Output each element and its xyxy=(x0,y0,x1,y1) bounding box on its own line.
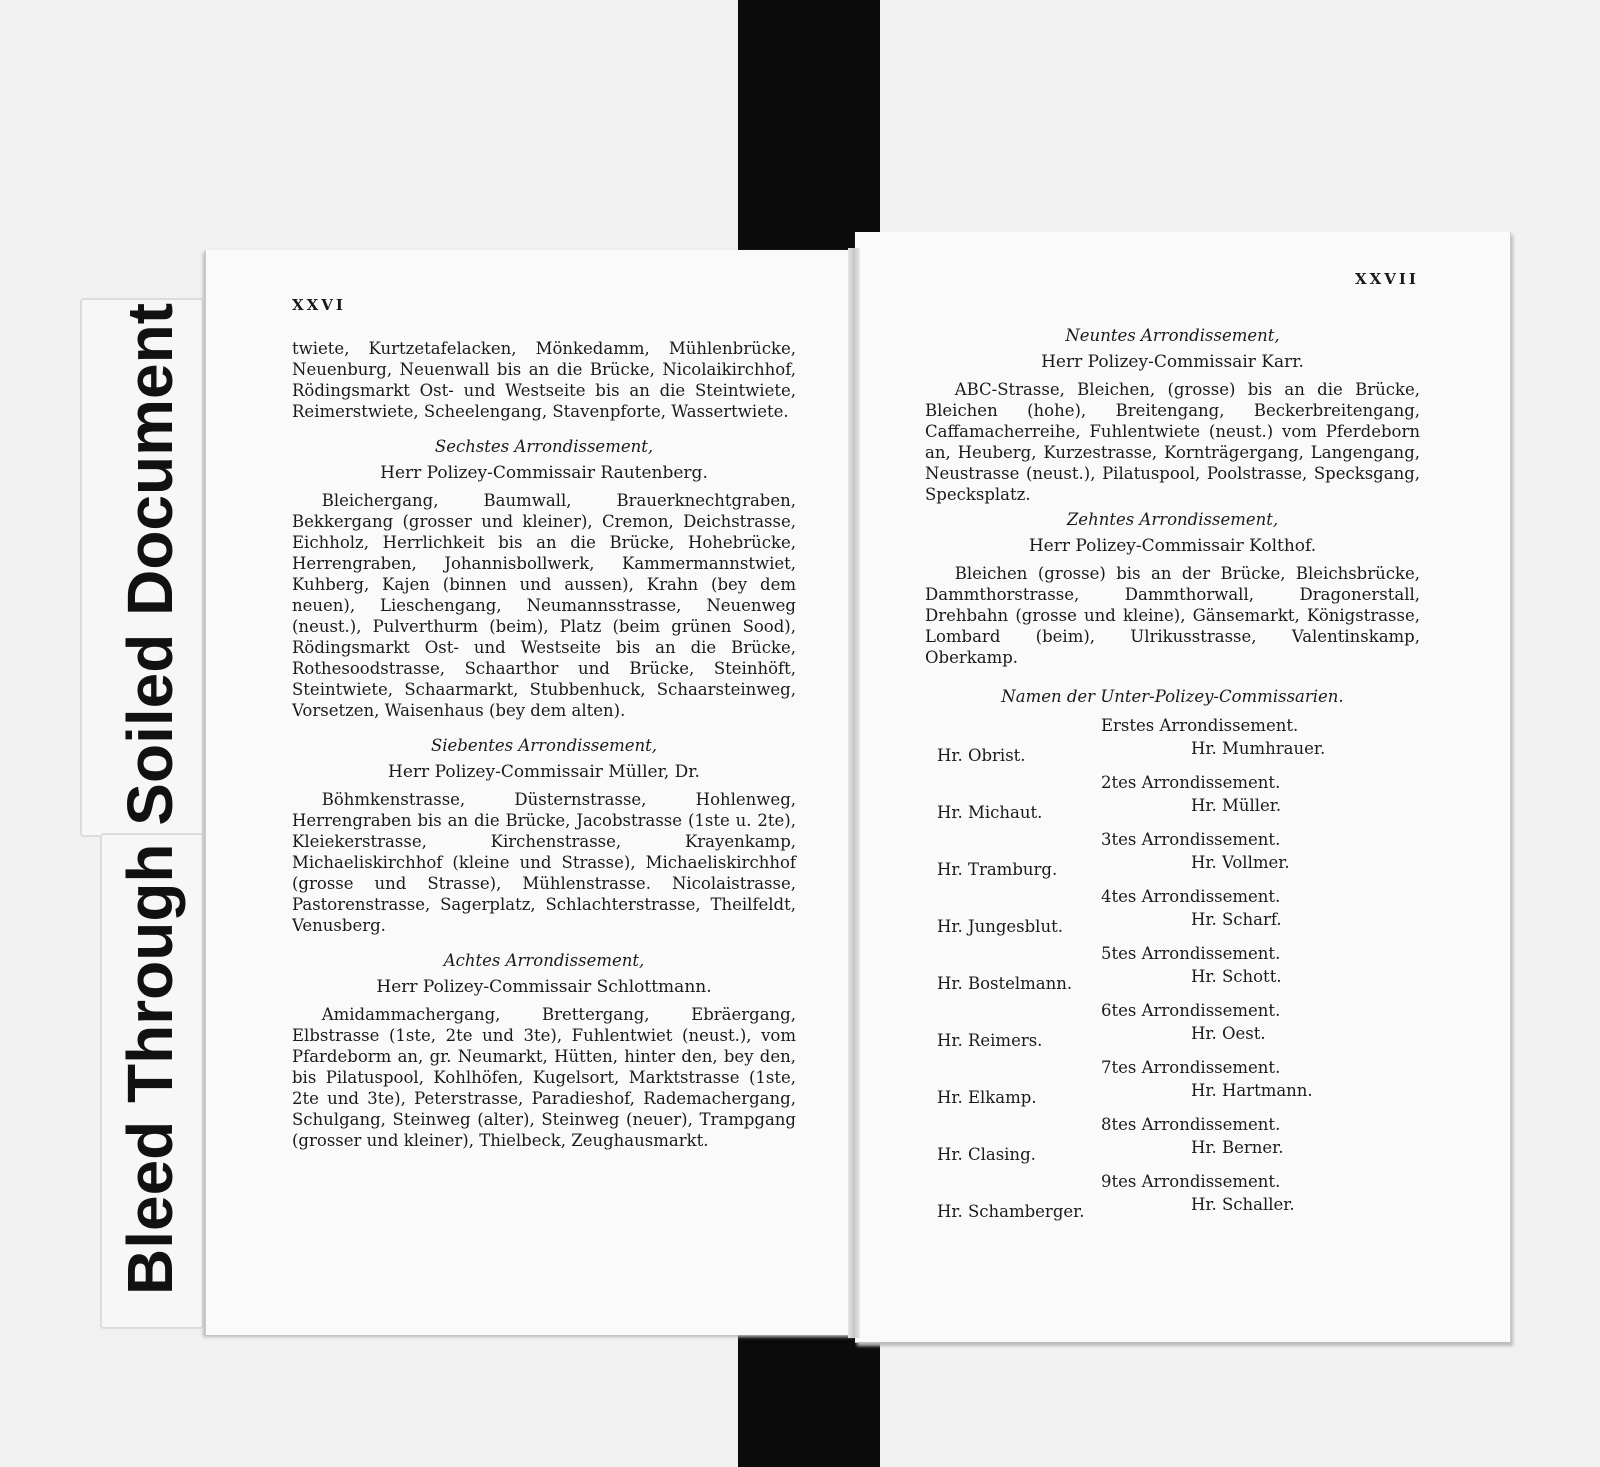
sub-commissioner-row xyxy=(925,943,1420,1000)
arrondissement-label: 7tes Arrondissement. xyxy=(1101,1058,1281,1077)
arrondissement-label: Erstes Arrondissement. xyxy=(1101,716,1299,735)
section-6 xyxy=(292,436,796,721)
sub-commissioner-row xyxy=(925,1114,1420,1171)
sub-commissioner-name: Hr. Elkamp. xyxy=(937,1088,1037,1107)
arrondissement-label: 9tes Arrondissement. xyxy=(1101,1172,1281,1191)
sub-commissioner-name: Hr. Mumhrauer. xyxy=(1191,739,1326,758)
sub-commissioner-name: Hr. Müller. xyxy=(1191,796,1282,815)
sub-commissioner-name: Hr. Scharf. xyxy=(1191,910,1282,929)
sub-commissioners-list xyxy=(925,715,1420,1228)
arrondissement-label: 6tes Arrondissement. xyxy=(1101,1001,1281,1020)
sub-commissioners-heading: Namen der Unter-Polizey-Commissarien. xyxy=(1001,687,1344,706)
sub-commissioner-name: Hr. Michaut. xyxy=(937,803,1043,822)
sub-commissioner-name: Hr. Clasing. xyxy=(937,1145,1036,1164)
sub-commissioner-row xyxy=(925,1057,1420,1114)
sub-commissioner-row xyxy=(925,1171,1420,1228)
sub-commissioner-name: Hr. Obrist. xyxy=(937,746,1026,765)
section-heading: Zehntes Arrondissement, xyxy=(1066,510,1279,529)
commissioner-name: Herr Polizey-Commissair Karr. xyxy=(1041,352,1304,372)
right-page-text xyxy=(925,325,1420,1228)
arrondissement-label: 4tes Arrondissement. xyxy=(1101,887,1281,906)
section-heading: Siebentes Arrondissement, xyxy=(430,736,658,755)
sub-commissioner-row xyxy=(925,772,1420,829)
commissioner-name: Herr Polizey-Commissair Rautenberg. xyxy=(380,463,708,483)
street-list: Böhmkenstrasse, Düsternstrasse, Hohlenweg, Herrengraben bis an die Brücke, Jacobstrasse (1ste u. 2te), Kleiekerstrasse, Kirchenstrasse, Krayenkamp, Michaeliskirchhof (kleine und Strasse), Michaeliskirchhof (grosse und Strasse), Mühlenstrasse. Nicolaistrasse, Pastorenstrasse, Sagerplatz, Schlachterstrasse, Theilfeldt, Venusberg. xyxy=(292,790,796,935)
section-7 xyxy=(292,735,796,936)
street-list: Bleichen (grosse) bis an der Brücke, Bleichsbrücke, Dammthorstrasse, Dammthorwall, Dragonerstall, Drehbahn (grosse und kleine), Gänsemarkt, Königstrasse, Lombard (beim), Ulrikusstrasse, Valentinskamp, Oberkamp. xyxy=(925,564,1420,667)
section-heading: Sechstes Arrondissement, xyxy=(434,437,654,456)
street-list: Bleichergang, Baumwall, Brauerknechtgraben, Bekkergang (grosser und kleiner), Cremon, Deichstrasse, Eichholz, Herrlichkeit bis an die Brücke, Hohebrücke, Herrengraben, Johannisbollwerk, Kammermannstwiet, Kuhberg, Kajen (binnen und aussen), Krahn (bey dem neuen), Lieschengang, Neumannsstrasse, Neuenweg (neust.), Pulverthurm (beim), Platz (beim grünen Sood), Rödingsmarkt Ost- und Westseite bis an die Brücke, Rothesoodstrasse, Schaarthor und Brücke, Steinhöft, Steintwiete, Schaarmarkt, Stubbenhuck, Schaarsteinweg, Vorsetzen, Waisenhaus (bey dem alten). xyxy=(292,491,796,720)
sub-commissioner-name: Hr. Tramburg. xyxy=(937,860,1058,879)
arrondissement-label: 3tes Arrondissement. xyxy=(1101,830,1281,849)
section-heading: Achtes Arrondissement, xyxy=(443,951,645,970)
sub-commissioner-name: Hr. Reimers. xyxy=(937,1031,1043,1050)
sub-commissioner-name: Hr. Vollmer. xyxy=(1191,853,1290,872)
continuation-paragraph: twiete, Kurtzetafelacken, Mönkedamm, Mühlenbrücke, Neuenburg, Neuenwall bis an die Brücke, Nicolaikirchhof, Rödingsmarkt Ost- und Westseite bis an die Steintwiete, Reimerstwiete, Scheelengang, Stavenpforte, Wassertwiete. xyxy=(292,339,796,421)
sub-commissioner-row xyxy=(925,715,1420,772)
sub-commissioner-name: Hr. Schott. xyxy=(1191,967,1282,986)
sub-commissioner-row xyxy=(925,829,1420,886)
sub-commissioner-name: Hr. Schamberger. xyxy=(937,1202,1085,1221)
left-page-text xyxy=(292,338,796,1151)
section-9 xyxy=(925,325,1420,505)
sub-commissioner-row xyxy=(925,886,1420,943)
right-page-number: XXVII xyxy=(1355,270,1419,288)
section-10 xyxy=(925,509,1420,668)
sub-commissioner-name: Hr. Bostelmann. xyxy=(937,974,1073,993)
sub-commissioner-name: Hr. Hartmann. xyxy=(1191,1081,1313,1100)
section-8 xyxy=(292,950,796,1151)
sub-commissioner-name: Hr. Berner. xyxy=(1191,1138,1284,1157)
arrondissement-label: 8tes Arrondissement. xyxy=(1101,1115,1281,1134)
sub-commissioner-name: Hr. Oest. xyxy=(1191,1024,1266,1043)
arrondissement-label: 5tes Arrondissement. xyxy=(1101,944,1281,963)
book-gutter xyxy=(848,248,860,1338)
commissioner-name: Herr Polizey-Commissair Kolthof. xyxy=(1028,536,1317,556)
commissioner-name: Herr Polizey-Commissair Müller, Dr. xyxy=(388,762,700,782)
sub-commissioner-name: Hr. Schaller. xyxy=(1191,1195,1295,1214)
left-page-number: XXVI xyxy=(292,296,346,314)
sub-commissioner-row xyxy=(925,1000,1420,1057)
sub-commissioner-name: Hr. Jungesblut. xyxy=(937,917,1063,936)
section-heading: Neuntes Arrondissement, xyxy=(1065,326,1280,345)
street-list: Amidammachergang, Brettergang, Ebräergang, Elbstrasse (1ste, 2te und 3te), Fuhlentwiet (neust.), vom Pfardeborm an, gr. Neumarkt, Hütten, hinter den, bey den, bis Pilatuspool, Kohlhöfen, Kugelsort, Marktstrasse (1ste, 2te und 3te), Peterstrasse, Paradieshof, Rademachergang, Schulgang, Steinweg (alter), Steinweg (neuer), Trampgang (grosser und kleiner), Thielbeck, Zeughausmarkt. xyxy=(292,1005,796,1150)
street-list: ABC-Strasse, Bleichen, (grosse) bis an die Brücke, Bleichen (hohe), Breitengang, Beckerbreitengang, Caffamacherreihe, Fuhlentwiete (neust.) vom Pferdeborn an, Heuberg, Kurzestrasse, Kornträgergang, Langengang, Neustrasse (neust.), Pilatuspool, Poolstrasse, Specksgang, Specksplatz. xyxy=(925,380,1420,504)
commissioner-name: Herr Polizey-Commissair Schlottmann. xyxy=(376,977,712,997)
document-condition-label: Bleed Through Soiled Document xyxy=(114,302,186,1295)
arrondissement-label: 2tes Arrondissement. xyxy=(1101,773,1281,792)
